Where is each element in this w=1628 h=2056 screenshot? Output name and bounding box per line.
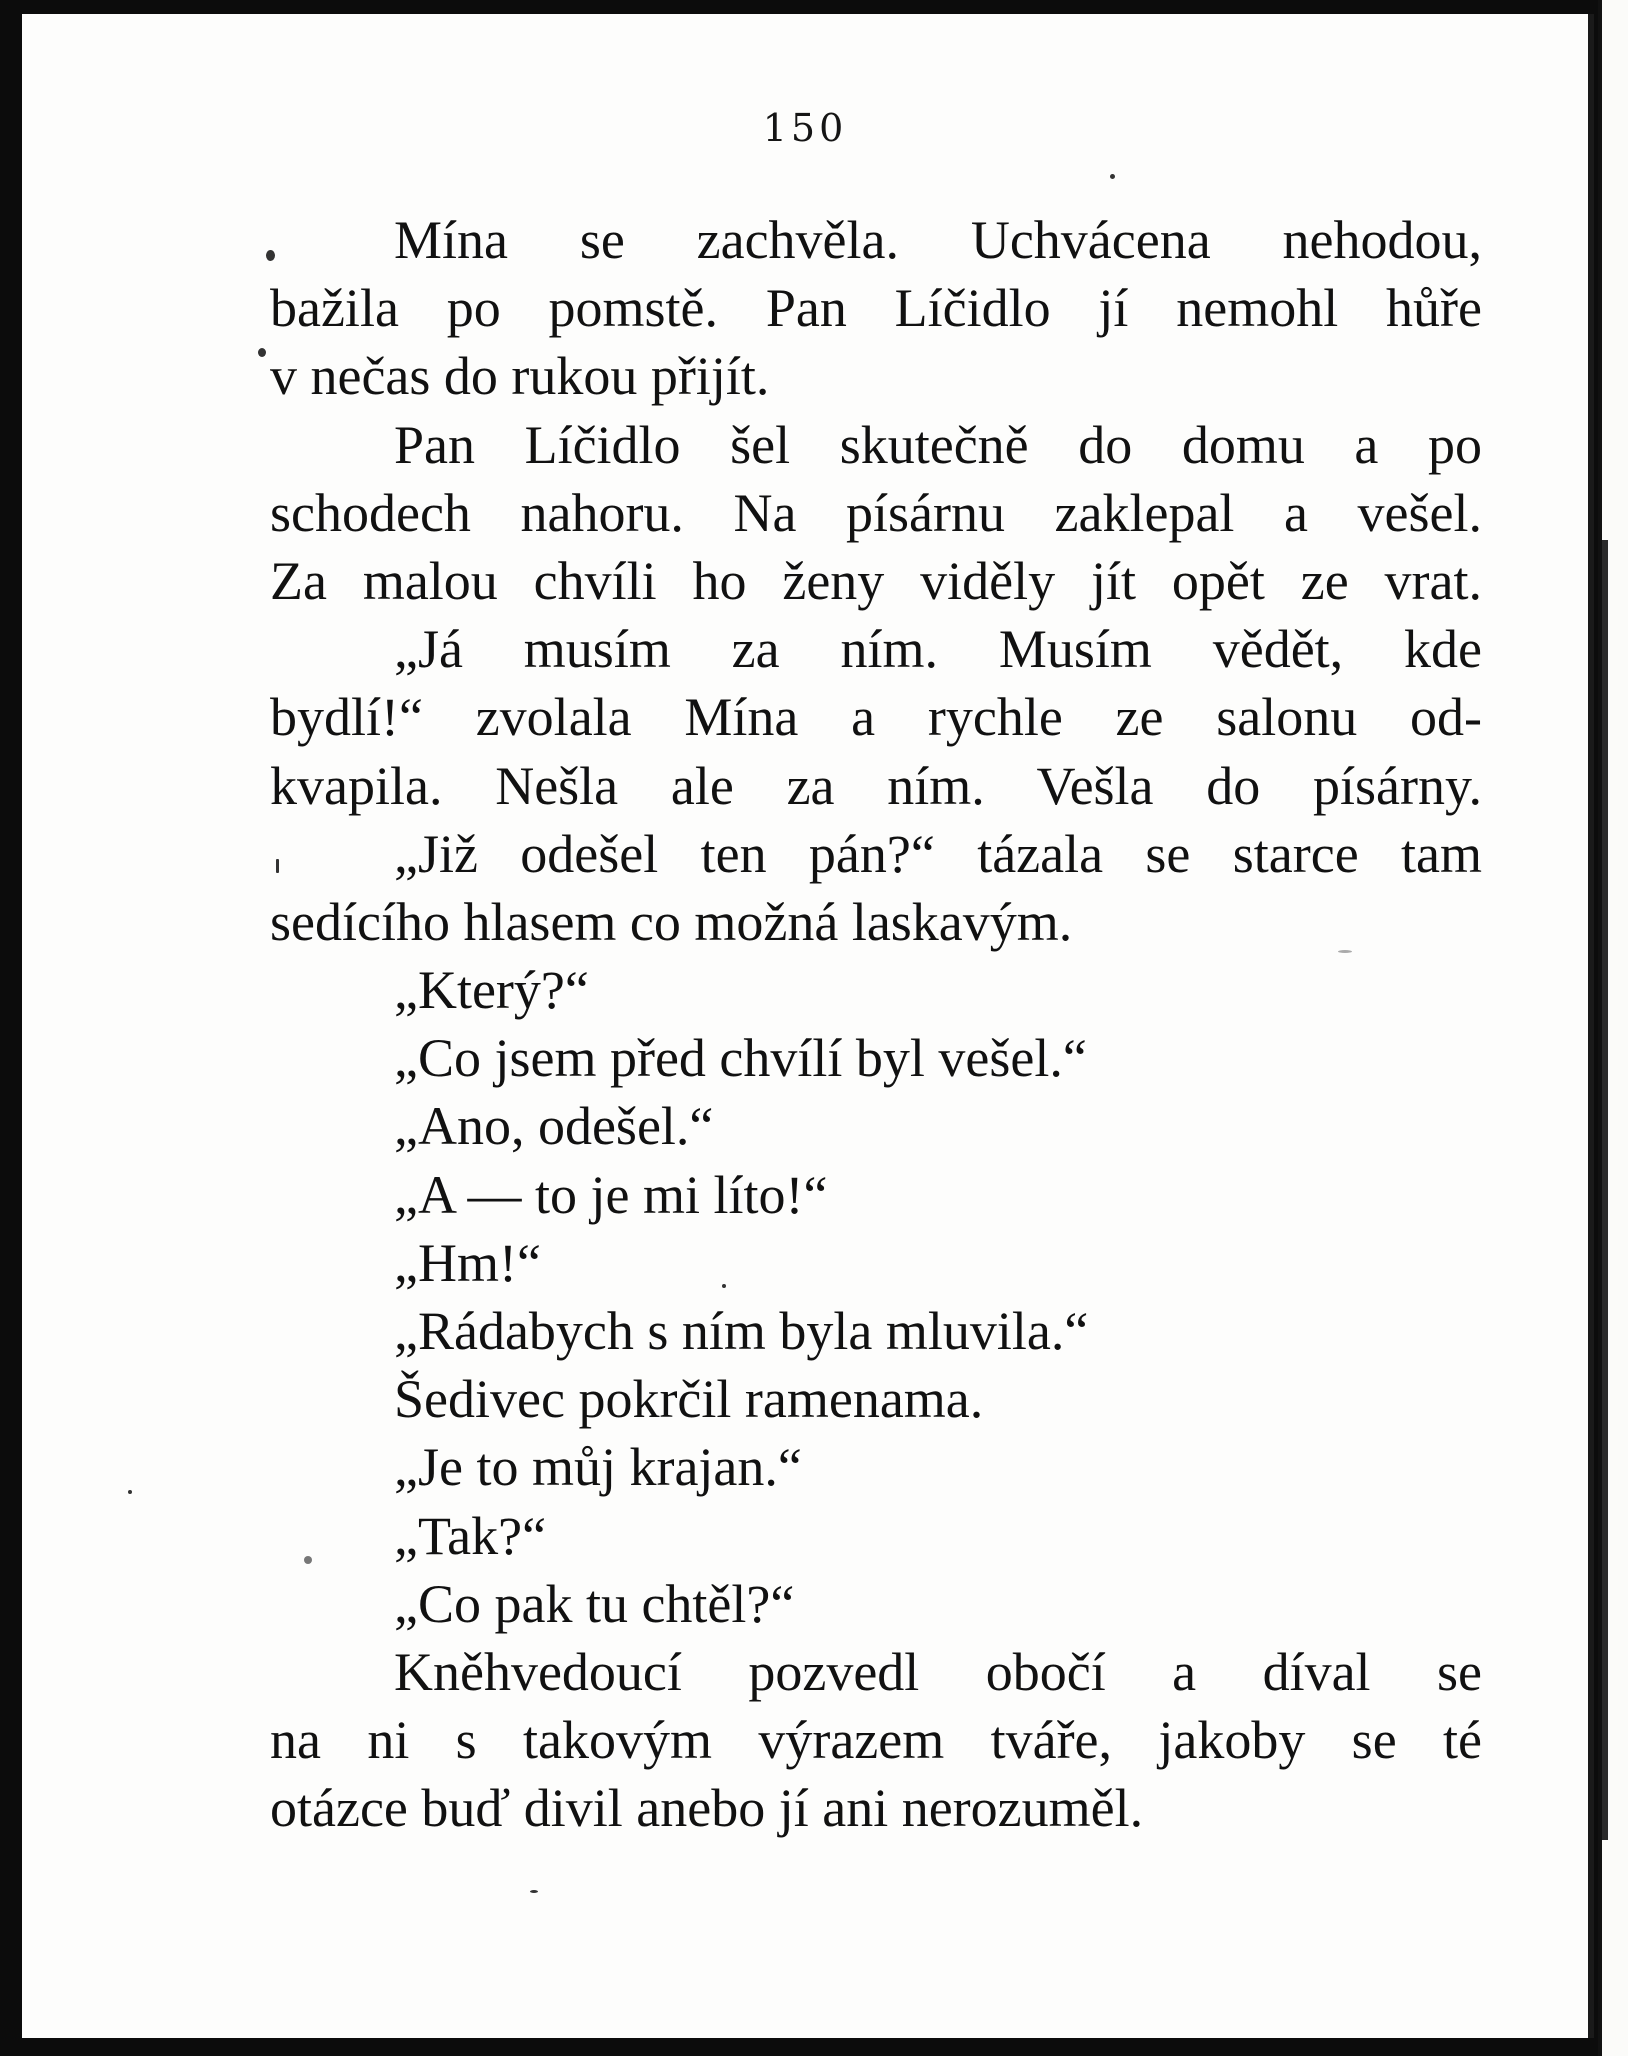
text-line: kvapila. Nešla ale za ním. Vešla do písárny. [270, 755, 1482, 816]
text-line: „Co pak tu chtěl?“ [394, 1573, 795, 1634]
text-line: „Je to můj krajan.“ [394, 1437, 802, 1498]
ink-speck [276, 859, 279, 873]
text-line: otázce buď divil anebo jí ani nerozuměl. [270, 1778, 1144, 1839]
text-line: „Rádabych s ním byla mluvila.“ [394, 1301, 1089, 1361]
body-text [270, 206, 1482, 1843]
text-line: „Který?“ [394, 960, 589, 1021]
ink-speck [722, 1284, 726, 1288]
text-line: na ni s takovým výrazem tváře, jakoby se té [270, 1710, 1482, 1771]
text-line: Pan Líčidlo šel skutečně do domu a po [394, 414, 1482, 475]
ink-speck [258, 348, 266, 357]
binding-shadow [1602, 540, 1608, 1840]
ink-speck [266, 250, 275, 261]
book-page [22, 14, 1594, 2038]
text-line: Kněhvedoucí pozvedl obočí a díval se [394, 1641, 1482, 1702]
text-line: „Já musím za ním. Musím vědět, kde [394, 619, 1482, 680]
ink-speck [1110, 174, 1115, 179]
text-line: „Již odešel ten pán?“ tázala se starce tam [394, 823, 1482, 884]
text-line: „A — to je mi líto!“ [394, 1164, 828, 1225]
text-line: „Hm!“ [394, 1232, 541, 1293]
text-line: schodech nahoru. Na písárnu zaklepal a vešel. [270, 482, 1482, 543]
text-line: sedícího hlasem co možná laskavým. [270, 891, 1073, 952]
text-line: „Co jsem před chvílí byl vešel.“ [394, 1028, 1087, 1089]
ink-speck [530, 1890, 538, 1893]
ink-speck [128, 1490, 132, 1494]
text-line: bažila po pomstě. Pan Líčidlo jí nemohl hůře [270, 278, 1482, 339]
ink-speck [304, 1556, 312, 1564]
text-line: „Tak?“ [394, 1505, 547, 1566]
page-number: 150 [762, 106, 848, 150]
text-line: Šedivec pokrčil ramenama. [394, 1369, 984, 1430]
text-line: Za malou chvíli ho ženy viděly jít opět ze vrat. [270, 550, 1482, 611]
text-line: v nečas do rukou přijít. [270, 346, 770, 407]
text-line: „Ano, odešel.“ [394, 1096, 714, 1157]
text-line: Mína se zachvěla. Uchvácena nehodou, [394, 210, 1482, 270]
text-line: bydlí!“ zvolala Mína a rychle ze salonu od- [270, 687, 1482, 748]
ink-speck [1338, 950, 1352, 953]
